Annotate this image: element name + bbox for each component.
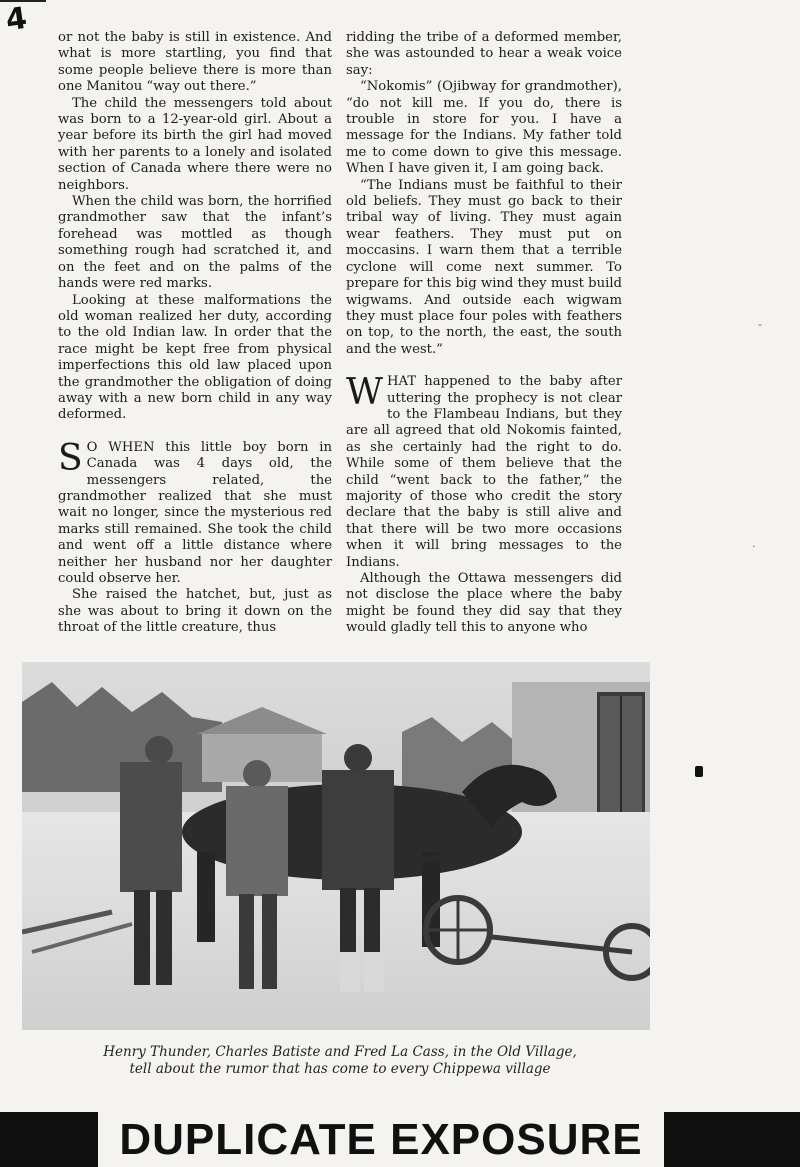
paragraph: She raised the hatchet, but, just as she was about to bring it down on the throat of the little creature, thus — [58, 587, 332, 636]
photo-illustration — [22, 662, 650, 1030]
paragraph: “The Indians must be faithful to their old beliefs. They must go back to their tribal way of living. They must again wear feathers. They must put on moccasins. I warn them that a terrible cyclone will come next summer. To prepare for this big wind they must build wigwams. And outside each wigwam they must place four poles with feathers on top, to the north, the east, the south and the west.” — [346, 177, 622, 357]
dropcap-letter: W — [346, 372, 384, 414]
paragraph: When the child was born, the horrified grandmother saw that the infant’s forehead was mottled as though something rough had scratched it, and on the feet and on the palms of the hands were red marks. — [58, 194, 332, 292]
caption-line: tell about the rumor that has come to every Chippewa village — [129, 1061, 551, 1077]
photo-caption — [40, 1044, 640, 1078]
dropcap-paragraph — [346, 374, 622, 571]
dropcap-paragraph — [58, 437, 332, 588]
caption-line: Henry Thunder, Charles Batiste and Fred La Cass, in the Old Village, — [103, 1044, 577, 1060]
right-text-column — [346, 30, 622, 637]
margin-mark: - — [758, 318, 762, 331]
dropcap-letter: S — [58, 437, 83, 479]
paragraph: ridding the tribe of a deformed member, she was astounded to hear a weak voice say: — [346, 30, 622, 78]
paragraph: Although the Ottawa messengers did not disclose the place where the baby might be found they did say that they would gladly tell this to anyone who — [346, 571, 622, 636]
photograph — [22, 662, 650, 1030]
left-text-column — [58, 30, 332, 637]
paragraph-text: O WHEN this little boy born in Canada was 4 days old, the messengers related, the grandmother realized that she must wait no longer, since the mysterious red marks still remained. She took the child and went off a little distance where neither her husband nor her daughter could observe her. — [58, 439, 332, 586]
paragraph: Looking at these malformations the old woman realized her duty, according to the old Indian law. In order that the race might be kept free from physical imperfections this old law placed upon the grandmother the obligation of doing away with a new born child in any way deformed. — [58, 292, 332, 423]
duplicate-exposure-banner: DUPLICATE EXPOSURE — [98, 1112, 664, 1167]
handwritten-page-number: 4 — [3, 0, 30, 39]
margin-mark: · — [752, 540, 756, 553]
ink-speck — [695, 766, 703, 777]
paragraph: or not the baby is still in existence. And what is more startling, you find that some people believe there is more than one Manitou “way out there.” — [58, 30, 332, 95]
paragraph: “Nokomis” (Ojibway for grandmother), “do not kill me. If you do, there is trouble in store for you. I have a message for the Indians. My father told me to come down to give this message. When I have given it, I am going back. — [346, 79, 622, 177]
paragraph-text: HAT happened to the baby after uttering the prophecy is not clear to the Flambeau Indians, but they are all agreed that old Nokomis fainted, as she certainly had the right to do. While some of them believe that the child “went back to the father,” the majority of those who credit the story declare that the baby is still alive and that there will be two more occasions when it will bring messages to the Indians. — [346, 374, 622, 570]
paragraph: The child the messengers told about was born to a 12-year-old girl. About a year before its birth the girl had moved with her parents to a lonely and isolated section of Canada where there were no neighbors. — [58, 95, 332, 193]
